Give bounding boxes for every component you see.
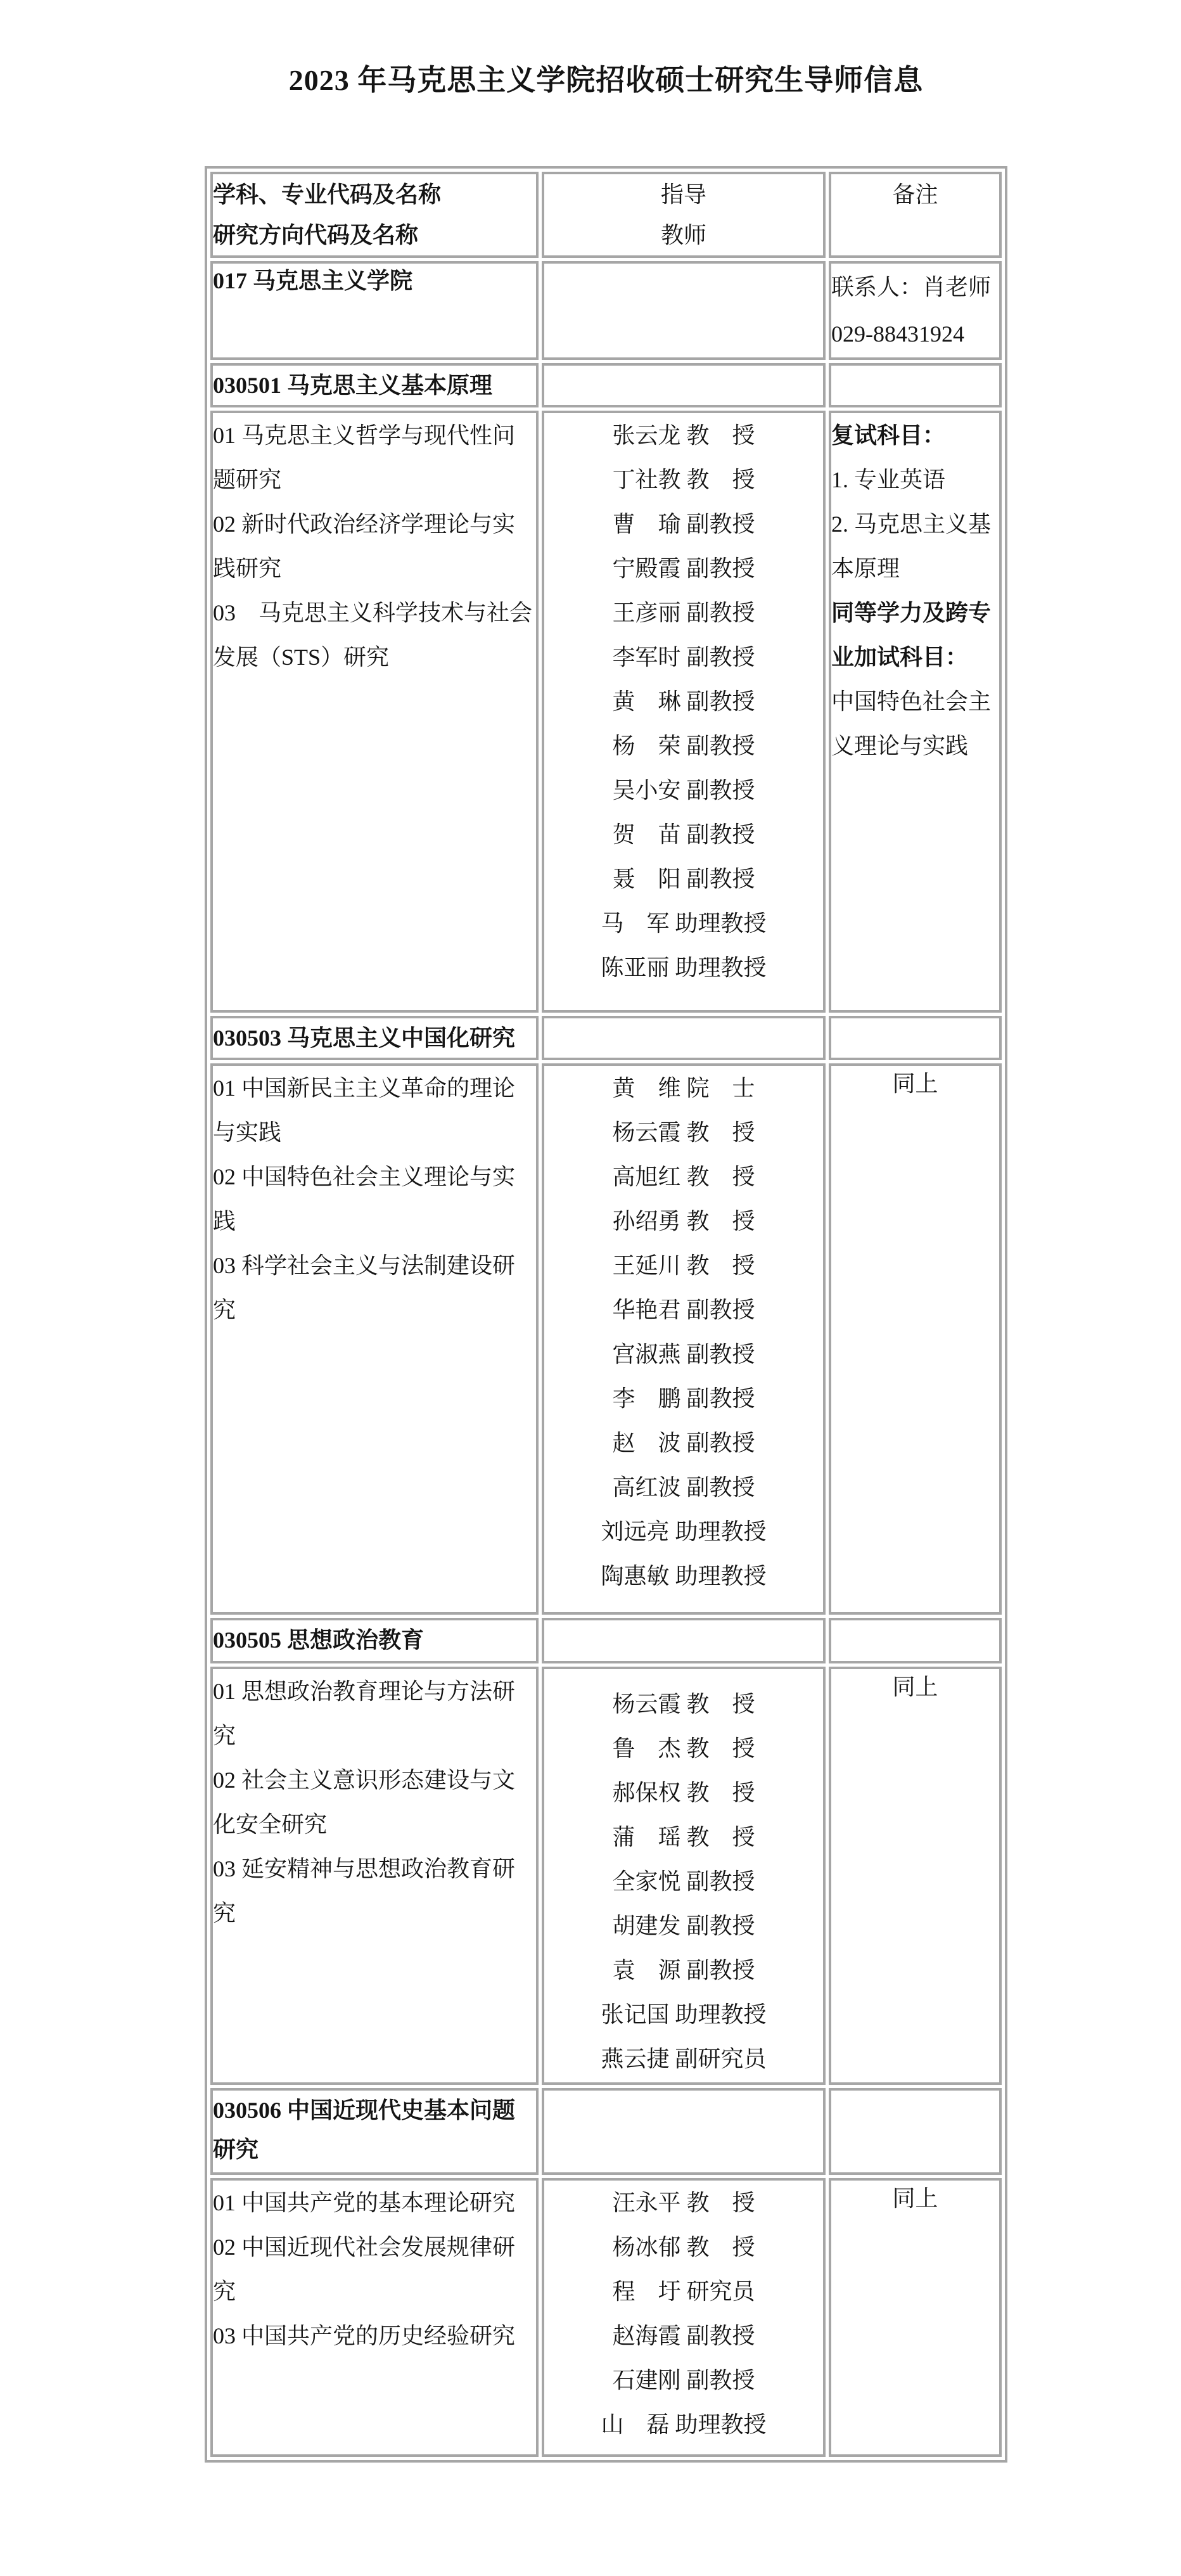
directions-cell	[210, 1063, 539, 1615]
directions-cell	[210, 2178, 539, 2457]
empty-cell	[829, 1016, 1002, 1060]
teacher-item: 蒲 瑶 教 授	[612, 1824, 755, 1850]
teacher-item: 鲁 杰 教 授	[612, 1736, 755, 1761]
college-row	[210, 261, 1002, 360]
teacher-item: 华艳君 副教授	[612, 1297, 755, 1323]
teachers-cell	[542, 2178, 826, 2457]
teacher-item: 聂 阳 副教授	[612, 866, 755, 892]
direction-item: 01 中国共产党的基本理论研究	[213, 2190, 516, 2215]
section-title-cell	[210, 1016, 539, 1060]
section-title-row	[210, 1618, 1002, 1663]
teacher-item: 杨云霞 教 授	[612, 1120, 755, 1145]
directions-cell	[210, 411, 539, 1013]
teacher-item: 李 鹏 副教授	[612, 1386, 755, 1411]
teacher-item: 郝保权 教 授	[612, 1780, 755, 1805]
section-title-cell	[210, 2088, 539, 2175]
section-title: 030506 中国近现代史基本问题研究	[213, 2098, 516, 2162]
teacher-item: 全家悦 副教授	[612, 1869, 755, 1894]
teacher-item: 赵 波 副教授	[612, 1430, 755, 1456]
teacher-item: 王延川 教 授	[612, 1253, 755, 1278]
teachers-list	[544, 1066, 823, 1598]
header-remark-cell	[829, 172, 1002, 258]
header-subject-cell	[210, 172, 539, 258]
empty-cell	[542, 363, 826, 407]
teacher-item: 胡建发 副教授	[612, 1913, 755, 1938]
direction-item: 03 马克思主义科学技术与社会发展（STS）研究	[213, 600, 533, 670]
section-title-row	[210, 363, 1002, 407]
teacher-item: 黄 维 院 士	[612, 1075, 755, 1101]
teacher-item: 孙绍勇 教 授	[612, 1208, 755, 1234]
direction-item: 02 新时代政治经济学理论与实践研究	[213, 511, 516, 581]
retest-item: 2. 马克思主义基本原理	[831, 511, 992, 581]
teacher-item: 曹 瑜 副教授	[612, 511, 755, 537]
college-name: 017 马克思主义学院	[213, 268, 413, 293]
teacher-item: 张记国 助理教授	[601, 2002, 767, 2027]
direction-item: 02 中国近现代社会发展规律研究	[213, 2234, 516, 2304]
empty-cell	[829, 1618, 1002, 1663]
retest-item: 1. 专业英语	[831, 467, 946, 492]
teacher-item: 宁殿霞 副教授	[612, 556, 755, 581]
teachers-cell	[542, 1063, 826, 1615]
teachers-cell	[542, 411, 826, 1013]
teacher-item: 汪永平 教 授	[612, 2190, 755, 2215]
section-title-row	[210, 1016, 1002, 1060]
direction-item: 01 中国新民主主义革命的理论与实践	[213, 1075, 516, 1145]
directions-list	[213, 413, 536, 679]
empty-cell	[542, 1016, 826, 1060]
teacher-item: 山 磊 助理教授	[601, 2412, 767, 2437]
section-content-row	[210, 1667, 1002, 2085]
teacher-item: 高红波 副教授	[612, 1475, 755, 1500]
teacher-item: 王彦丽 副教授	[612, 600, 755, 625]
teachers-cell	[542, 1667, 826, 2085]
section-content-row	[210, 2178, 1002, 2457]
teacher-item: 燕云捷 副研究员	[601, 2046, 767, 2072]
teacher-item: 黄 琳 副教授	[612, 689, 755, 714]
teacher-item: 吴小安 副教授	[612, 778, 755, 803]
addtest-item: 中国特色社会主义理论与实践	[831, 689, 992, 759]
empty-cell	[542, 2088, 826, 2175]
direction-item: 03 科学社会主义与法制建设研究	[213, 1253, 516, 1323]
direction-item: 01 思想政治教育理论与方法研究	[213, 1679, 516, 1748]
teachers-list	[544, 1682, 823, 2081]
section-title-row	[210, 2088, 1002, 2175]
section-title: 030501 马克思主义基本原理	[213, 373, 493, 398]
section-title: 030505 思想政治教育	[213, 1627, 425, 1653]
directions-list	[213, 1066, 536, 1332]
section-title-cell	[210, 363, 539, 407]
exam-remark-cell	[829, 411, 1002, 1013]
same-as-above: 同上	[892, 1674, 938, 1700]
header-advisor-cell	[542, 172, 826, 258]
teacher-item: 高旭红 教 授	[612, 1164, 755, 1189]
teacher-item: 陶惠敏 助理教授	[601, 1563, 767, 1589]
section-content-row	[210, 411, 1002, 1013]
directions-list	[213, 2181, 536, 2358]
direction-item: 03 中国共产党的历史经验研究	[213, 2323, 516, 2349]
teacher-item: 刘远亮 助理教授	[601, 1519, 767, 1544]
direction-item: 01 马克思主义哲学与现代性问题研究	[213, 423, 516, 492]
teacher-item: 丁社教 教 授	[612, 467, 755, 492]
teacher-item: 杨 荣 副教授	[612, 733, 755, 759]
directions-list	[213, 1669, 536, 1935]
page-title: 2023 年马克思主义学院招收硕士研究生导师信息	[288, 64, 924, 96]
table-header-row	[210, 172, 1002, 258]
addtest-heading: 同等学力及跨专业加试科目：	[831, 600, 992, 670]
same-as-above-cell	[829, 1667, 1002, 2085]
header-subject-line2: 研究方向代码及名称	[213, 222, 419, 248]
directions-cell	[210, 1667, 539, 2085]
teachers-list	[544, 2181, 823, 2447]
college-name-cell	[210, 261, 539, 360]
header-remark-label: 备注	[892, 182, 938, 207]
direction-item: 02 中国特色社会主义理论与实践	[213, 1164, 516, 1234]
teacher-item: 李军时 副教授	[612, 644, 755, 670]
teacher-item: 张云龙 教 授	[612, 423, 755, 448]
direction-item: 02 社会主义意识形态建设与文化安全研究	[213, 1767, 516, 1837]
contact-cell	[829, 261, 1002, 360]
section-title: 030503 马克思主义中国化研究	[213, 1025, 516, 1051]
same-as-above-cell	[829, 2178, 1002, 2457]
empty-cell	[829, 2088, 1002, 2175]
teacher-item: 石建刚 副教授	[612, 2368, 755, 2393]
header-subject-line1: 学科、专业代码及名称	[213, 182, 442, 207]
teacher-item: 赵海霞 副教授	[612, 2323, 755, 2349]
same-as-above: 同上	[892, 1071, 938, 1096]
section-title-cell	[210, 1618, 539, 1663]
teacher-item: 袁 源 副教授	[612, 1958, 755, 1983]
section-content-row	[210, 1063, 1002, 1615]
teacher-item: 陈亚丽 助理教授	[601, 955, 767, 980]
direction-item: 03 延安精神与思想政治教育研究	[213, 1856, 516, 1926]
advisor-table	[205, 166, 1007, 2463]
retest-heading: 复试科目：	[831, 423, 946, 448]
teacher-item: 贺 苗 副教授	[612, 822, 755, 847]
header-advisor-line2: 教师	[660, 222, 706, 248]
contact-phone: 029-88431924	[831, 321, 964, 347]
same-as-above: 同上	[892, 2186, 938, 2211]
empty-cell	[542, 261, 826, 360]
empty-cell	[829, 363, 1002, 407]
empty-cell	[542, 1618, 826, 1663]
same-as-above-cell	[829, 1063, 1002, 1615]
teachers-list	[544, 413, 823, 990]
teacher-item: 宫淑燕 副教授	[612, 1342, 755, 1367]
teacher-item: 马 军 助理教授	[601, 911, 767, 936]
teacher-item: 杨云霞 教 授	[612, 1691, 755, 1717]
teacher-item: 程 圩 研究员	[612, 2279, 755, 2304]
teacher-item: 杨冰郁 教 授	[612, 2234, 755, 2260]
contact-person: 联系人：肖老师	[831, 274, 992, 300]
header-advisor-line1: 指导	[660, 182, 706, 207]
